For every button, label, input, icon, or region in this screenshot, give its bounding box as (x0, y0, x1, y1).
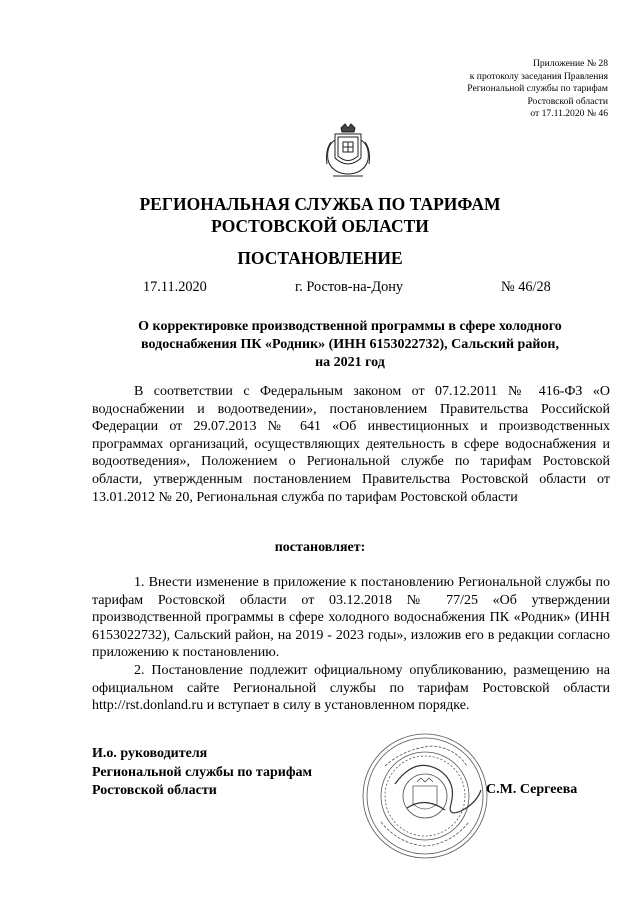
document-subject (100, 318, 600, 373)
subject-line: водоснабжения ПК «Родник» (ИНН 6153022732), Сальский район, (141, 337, 559, 353)
signature-title-line: Региональной службы по тарифам (92, 764, 313, 780)
decree-items (92, 574, 610, 715)
annex-block (467, 58, 608, 121)
signature-block (92, 745, 312, 801)
signature-title-line: Ростовской области (92, 783, 217, 798)
decree-item: 1. Внести изменение в приложение к постановлению Региональной службы по тарифам Ростовской области от 03.12.2018 № 77/25 «Об утверждении производственной программы в сфере холодного водоснабжения ПК «Родник» (ИНН 6153022732), Сальский район, на 2019 - 2023 годы», изложив его в редакции согласно приложению к постановлению. (92, 575, 610, 661)
decree-item: 2. Постановление подлежит официальному опубликованию, размещению на официальном сайте Региональной службы по тарифам Ростовской области http://rst.donland.ru и вступает в силу в установленном порядке. (92, 662, 610, 714)
signature-title-line: И.о. руководителя (92, 746, 208, 761)
document-place: г. Ростов-на-Дону (295, 279, 404, 295)
official-seal-icon (355, 726, 495, 866)
annex-line: Приложение № 28 (532, 58, 608, 69)
coat-of-arms-icon (321, 120, 375, 180)
document-type: ПОСТАНОВЛЕНИЕ (237, 248, 403, 268)
organization-name (0, 193, 640, 237)
decree-word: постановляет: (274, 540, 366, 555)
document-date: 17.11.2020 (143, 279, 207, 295)
preamble-paragraph: В соответствии с Федеральным законом от 07.12.2011 № 416-ФЗ «О водоснабжении и водоотведении», постановлением Правительства Российской Федерации от 29.07.2013 № 641 «Об инвестиционных и производственных программах организаций, осуществляющих деятельность в сфере водоснабжения и водоотведения», Положением о Региональной службе по тарифам Ростовской области, утвержденным постановлением Правительства Ростовской области от 13.01.2012 № 20, Региональная служба по тарифам Ростовской области (92, 384, 610, 505)
annex-line: Ростовской области (527, 95, 608, 107)
document-number: № 46/28 (501, 279, 551, 295)
annex-line: к протоколу заседания Правления (469, 70, 608, 82)
annex-line: от 17.11.2020 № 46 (530, 108, 608, 120)
annex-line: Региональной службы по тарифам (467, 83, 608, 95)
subject-line: О корректировке производственной программы в сфере холодного (138, 319, 562, 334)
subject-line: на 2021 год (315, 355, 385, 371)
preamble (92, 383, 610, 506)
organization-line: РОСТОВСКОЙ ОБЛАСТИ (211, 216, 429, 236)
signer-name: С.М. Сергеева (486, 782, 578, 797)
organization-line: РЕГИОНАЛЬНАЯ СЛУЖБА ПО ТАРИФАМ (139, 194, 501, 214)
